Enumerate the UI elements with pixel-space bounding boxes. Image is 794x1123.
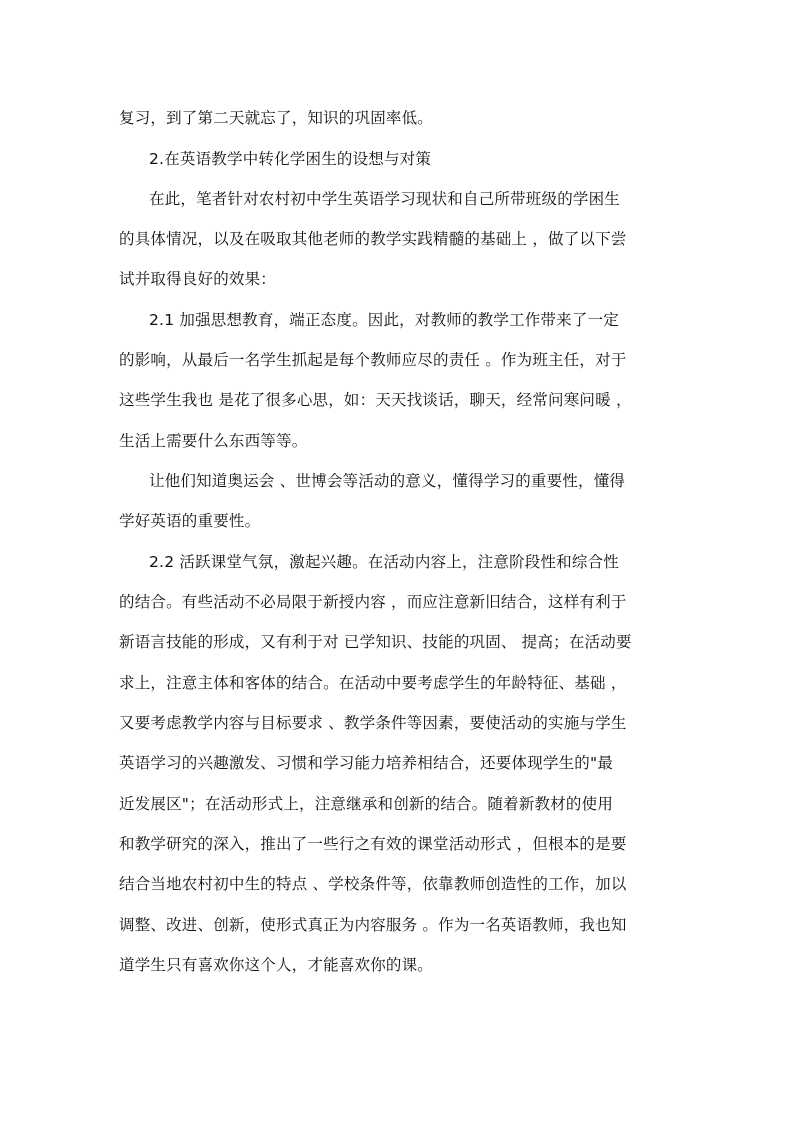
text-line: 的影响，从最后一名学生抓起是每个教师应尽的责任 。作为班主任，对于 [119,351,627,369]
text-line: 近发展区"；在活动形式上，注意继承和创新的结合。随着新教材的使用 [119,795,614,813]
text-line: 在此，笔者针对农村初中学生英语学习现状和自己所带班级的学困生 [149,190,621,208]
text-line: 复习，到了第二天就忘了，知识的巩固率低。 [119,109,434,127]
text-line: 英语学习的兴趣激发、习惯和学习能力培养相结合，还要体现学生的"最 [119,754,614,772]
text-line: 学好英语的重要性。 [119,512,261,530]
text-line: 的结合。有些活动不必局限于新授内容 ，而应注意新旧结合，这样有利于 [119,593,627,611]
text-line: 试并取得良好的效果： [119,270,277,288]
text-line: 结合当地农村初中生的特点 、学校条件等，依靠教师创造性的工作，加以 [119,875,627,893]
text-line: 又要考虑教学内容与目标要求 、教学条件等因素，要使活动的实施与学生 [119,714,627,732]
text-line: 这些学生我也 是花了很多心思，如：天天找谈话，聊天，经常问寒问暖 ， [119,391,632,409]
text-line: 和教学研究的深入，推出了一些行之有效的课堂活动形式 ，但根本的是要 [119,835,627,853]
text-line: 调整、改进、创新，使形式真正为内容服务 。作为一名英语教师，我也知 [119,916,627,934]
text-line: 求上，注意主体和客体的结合。在活动中要考虑学生的年龄特征、基础 ， [119,674,627,692]
text-line: 的具体情况，以及在吸取其他老师的教学实践精髓的基础上 ，做了以下尝 [119,230,627,248]
section-heading: 2.在英语教学中转化学困生的设想与对策 [149,150,432,168]
text-line: 新语言技能的形成，又有利于对 已学知识、技能的巩固、 提高；在活动要 [119,633,632,651]
subsection-line: 2.2 活跃课堂气氛，激起兴趣。在活动内容上，注意阶段性和综合性 [149,553,619,571]
text-line: 让他们知道奥运会 、世博会等活动的意义，懂得学习的重要性，懂得 [149,472,626,490]
text-line: 生活上需要什么东西等等。 [119,432,308,450]
text-line: 道学生只有喜欢你这个人，才能喜欢你的课。 [119,956,434,974]
subsection-line: 2.1 加强思想教育，端正态度。因此，对教师的教学工作带来了一定 [149,311,619,329]
